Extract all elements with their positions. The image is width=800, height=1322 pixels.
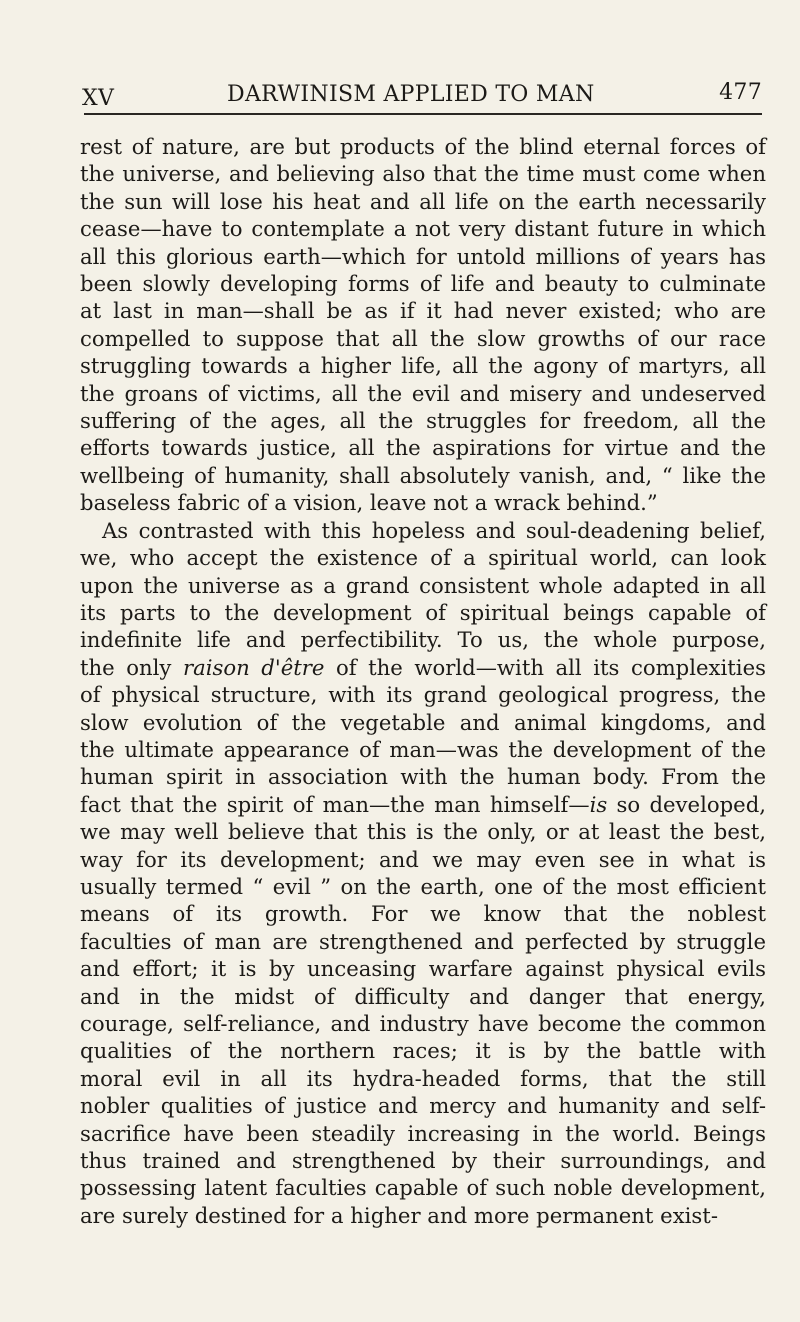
chapter-number: XV xyxy=(82,86,115,111)
text-line xyxy=(80,1120,766,1147)
line-text: courage, self-reliance, and industry have become the common xyxy=(80,1011,766,1036)
text-line xyxy=(80,1147,766,1174)
text-line xyxy=(80,846,766,873)
line-text: at last in man—shall be as if it had never existed; who are xyxy=(80,298,766,324)
text-line xyxy=(80,763,766,790)
text-line xyxy=(80,599,766,626)
text-line xyxy=(80,517,766,544)
line-text: faculties of man are strengthened and perfected by struggle xyxy=(80,928,766,954)
text-line xyxy=(80,572,766,599)
text-line xyxy=(80,489,766,516)
line-text: been slowly developing forms of life and beauty to culminate xyxy=(80,271,766,297)
line-text: cease—have to contemplate a not very distant future in which xyxy=(80,216,766,242)
text-line xyxy=(80,681,766,708)
line-text: rest of nature, are but products of the blind eternal forces of xyxy=(80,134,766,159)
text-line xyxy=(80,955,766,982)
line-text: qualities of the northern races; it is by the battle with xyxy=(80,1038,766,1064)
text-line xyxy=(80,270,766,297)
text-line xyxy=(80,1092,766,1119)
italic-text: raison d'être xyxy=(182,654,325,680)
running-title: DARWINISM APPLIED TO MAN xyxy=(227,82,595,107)
line-text: of the world—with all its complexities xyxy=(324,654,766,680)
line-text: the ultimate appearance of man—was the development of the xyxy=(80,736,766,762)
text-line xyxy=(80,791,766,818)
text-line xyxy=(80,160,766,187)
text-line xyxy=(80,188,766,215)
text-line xyxy=(80,1174,766,1201)
text-line xyxy=(80,626,766,653)
paragraph xyxy=(80,133,766,517)
line-text: As contrasted with this hopeless and soul-deadening belief, xyxy=(102,517,766,543)
text-line xyxy=(80,325,766,352)
line-text: indefinite life and perfectibility. To us, the whole purpose, xyxy=(80,627,766,653)
line-text: sacrifice have been steadily increasing in the world. Beings xyxy=(80,1120,766,1146)
text-line xyxy=(80,133,766,160)
line-text: all this glorious earth—which for untold millions of years has xyxy=(80,243,766,269)
header-rule xyxy=(84,113,762,115)
line-text: usually termed “ evil ” on the earth, one of the most efficient xyxy=(80,873,766,899)
line-text: wellbeing of humanity, shall absolutely vanish, and, “ like the xyxy=(80,462,766,488)
text-line xyxy=(80,297,766,324)
line-text: nobler qualities of justice and mercy and humanity and self- xyxy=(80,1093,766,1119)
line-text: suffering of the ages, all the struggles for freedom, all the xyxy=(80,408,766,434)
line-text: slow evolution of the vegetable and animal kingdoms, and xyxy=(80,709,766,735)
text-line xyxy=(80,900,766,927)
line-text: of physical structure, with its grand geological progress, the xyxy=(80,682,766,708)
line-text: are surely destined for a higher and more permanent exist- xyxy=(80,1202,718,1228)
text-line xyxy=(80,434,766,461)
text-line xyxy=(80,380,766,407)
text-line xyxy=(80,1065,766,1092)
text-line xyxy=(80,654,766,681)
text-line xyxy=(80,983,766,1010)
line-text: human spirit in association with the human body. From the xyxy=(80,764,766,790)
line-text: and in the midst of difficulty and danger that energy, xyxy=(80,983,766,1009)
line-text: possessing latent faculties capable of such noble development, xyxy=(80,1175,766,1201)
text-line xyxy=(80,243,766,270)
line-text: and effort; it is by unceasing warfare against physical evils xyxy=(80,956,766,982)
line-text: fact that the spirit of man—the man himself— xyxy=(80,791,590,817)
line-text: compelled to suppose that all the slow growths of our race xyxy=(80,325,766,351)
line-text: the groans of victims, all the evil and misery and undeserved xyxy=(80,380,766,406)
text-line xyxy=(80,736,766,763)
text-line xyxy=(80,928,766,955)
line-text: moral evil in all its hydra-headed forms, that the still xyxy=(80,1065,766,1091)
text-line xyxy=(80,544,766,571)
text-line xyxy=(80,709,766,736)
text-line xyxy=(80,352,766,379)
italic-text: is xyxy=(589,791,608,817)
line-text: its parts to the development of spiritual beings capable of xyxy=(80,599,766,625)
line-text: we, who accept the existence of a spiritual world, can look xyxy=(80,545,766,571)
line-text: means of its growth. For we know that the noblest xyxy=(80,901,766,927)
line-text: the only xyxy=(80,654,183,680)
line-text: struggling towards a higher life, all the agony of martyrs, all xyxy=(80,353,766,379)
text-line xyxy=(80,873,766,900)
text-line xyxy=(80,1010,766,1037)
text-line xyxy=(80,215,766,242)
line-text: the sun will lose his heat and all life on the earth necessarily xyxy=(80,188,766,214)
line-text: baseless fabric of a vision, leave not a wrack behind.” xyxy=(80,490,658,516)
line-text: so developed, xyxy=(607,791,766,817)
line-text: efforts towards justice, all the aspirations for virtue and the xyxy=(80,435,766,461)
paragraph xyxy=(80,517,766,1230)
body-text xyxy=(80,133,766,1229)
text-line xyxy=(80,818,766,845)
line-text: the universe, and believing also that the time must come when xyxy=(80,161,766,187)
text-line xyxy=(80,1037,766,1064)
line-text: upon the universe as a grand consistent whole adapted in all xyxy=(80,572,766,598)
text-line xyxy=(80,407,766,434)
running-head xyxy=(72,80,762,110)
line-text: way for its development; and we may even see in what is xyxy=(80,846,766,872)
line-text: we may well believe that this is the only, or at least the best, xyxy=(80,819,766,845)
line-text: thus trained and strengthened by their surroundings, and xyxy=(80,1148,766,1174)
page-number: 477 xyxy=(719,80,762,105)
text-line xyxy=(80,1202,766,1229)
text-line xyxy=(80,462,766,489)
